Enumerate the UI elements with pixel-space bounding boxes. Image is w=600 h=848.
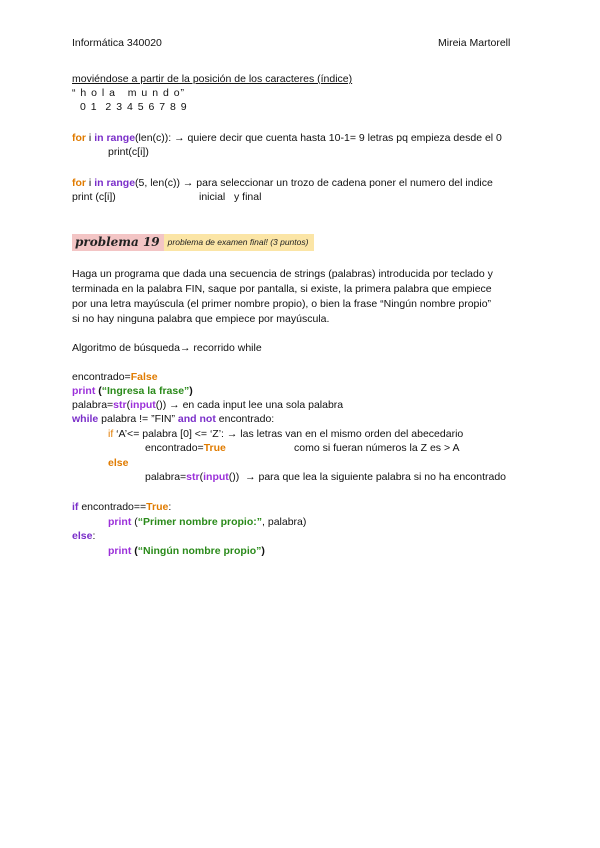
code-text: ( bbox=[199, 471, 204, 483]
string-chars: “ h o l a m u n d o” bbox=[72, 87, 186, 99]
for2-print: print (c[i]) bbox=[72, 191, 116, 203]
code-line-4 bbox=[72, 413, 274, 425]
code-text: , palabra) bbox=[262, 516, 307, 528]
function-input: input bbox=[203, 471, 229, 483]
code-text: palabra= bbox=[145, 471, 187, 483]
keyword-true: True bbox=[203, 442, 226, 454]
code-text: encontrado= bbox=[72, 371, 131, 383]
problem-text-line: por una letra mayúscula (el primer nombre propio), o bien la frase “Ningún nombre propio” bbox=[72, 298, 492, 310]
keyword-in: in bbox=[94, 132, 104, 144]
keyword-false: False bbox=[130, 371, 158, 383]
keyword-else: else bbox=[72, 530, 93, 542]
code-line-2 bbox=[72, 385, 193, 397]
code-line-6-note: como si fueran números la Z es > A bbox=[294, 442, 460, 454]
code-line-6 bbox=[145, 442, 226, 454]
code-text: palabra= bbox=[72, 399, 114, 411]
code-text: encontrado: bbox=[215, 413, 275, 425]
code-line-9 bbox=[72, 501, 171, 513]
function-range: range bbox=[106, 132, 136, 144]
string-literal: “Ningún nombre propio” bbox=[137, 545, 262, 557]
code-text: ( bbox=[126, 399, 131, 411]
code-line-1 bbox=[72, 371, 158, 383]
loop-var: i bbox=[88, 132, 92, 144]
code-text: ( bbox=[95, 385, 102, 397]
code-text: ( bbox=[131, 516, 138, 528]
function-input: input bbox=[130, 399, 156, 411]
problem-text-line: si no hay ninguna palabra que empiece por mayúscula. bbox=[72, 313, 330, 325]
code-text: ) bbox=[189, 385, 193, 397]
section-title-index: moviéndose a partir de la posición de los caracteres (índice) bbox=[72, 73, 353, 85]
problem-label: problema 19 bbox=[72, 234, 164, 251]
code-text: ( bbox=[131, 545, 138, 557]
code-line-8 bbox=[145, 471, 506, 483]
keyword-if: if bbox=[108, 428, 114, 440]
code-line-11 bbox=[72, 530, 95, 542]
for-range-explanation: (len(c)): → quiere decir que cuenta hasta 10-1= 9 letras pq empieza desde el 0 bbox=[135, 132, 502, 144]
keyword-else: else bbox=[108, 457, 129, 469]
code-text: : bbox=[92, 530, 96, 542]
code-text: palabra != ”FIN” bbox=[98, 413, 178, 425]
keyword-true: True bbox=[146, 501, 169, 513]
code-line-12 bbox=[108, 545, 265, 557]
for-body-print: print(c[i]) bbox=[108, 146, 149, 158]
code-text: ) bbox=[261, 545, 265, 557]
function-print: print bbox=[108, 516, 132, 528]
algorithm-note: Algoritmo de búsqueda→ recorrido while bbox=[72, 342, 262, 354]
code-line-3 bbox=[72, 399, 343, 411]
code-line-10 bbox=[108, 516, 306, 528]
code-comment: ()) → para que lea la siguiente palabra si no ha encontrado bbox=[228, 471, 507, 483]
header-author: Mireia Martorell bbox=[438, 37, 511, 49]
for2-note: inicial y final bbox=[199, 191, 262, 203]
function-str: str bbox=[186, 471, 200, 483]
code-comment: ‘A’<= palabra [0] <= ‘Z’: → las letras van en el mismo orden del abecedario bbox=[113, 428, 464, 440]
problem-note: problema de examen final! (3 puntos) bbox=[164, 234, 315, 251]
function-print: print bbox=[108, 545, 132, 557]
keyword-for: for bbox=[72, 177, 86, 189]
string-literal: “Primer nombre propio:” bbox=[137, 516, 263, 528]
code-line-5 bbox=[108, 428, 463, 440]
loop-var: i bbox=[88, 177, 92, 189]
function-range: range bbox=[106, 177, 136, 189]
code-comment: ()) → en cada input lee una sola palabra bbox=[155, 399, 344, 411]
keyword-and-not: and not bbox=[177, 413, 216, 425]
keyword-while: while bbox=[72, 413, 99, 425]
for-slice-explanation: (5, len(c)) → para seleccionar un trozo de cadena poner el numero del indice bbox=[135, 177, 493, 189]
for-range-len-line bbox=[72, 132, 502, 144]
function-str: str bbox=[113, 399, 127, 411]
code-text: : bbox=[168, 501, 172, 513]
problem-tag bbox=[72, 234, 314, 251]
function-print: print bbox=[72, 385, 96, 397]
code-text: encontrado== bbox=[78, 501, 147, 513]
problem-text-line: terminada en la palabra FIN, saque por pantalla, si existe, la primera palabra que empiece bbox=[72, 283, 492, 295]
header-course: Informática 340020 bbox=[72, 37, 162, 49]
for-range-slice-line bbox=[72, 177, 493, 189]
keyword-in: in bbox=[94, 177, 104, 189]
string-indices: 0 1 2 3 4 5 6 7 8 9 bbox=[80, 101, 188, 113]
problem-text-line: Haga un programa que dada una secuencia de strings (palabras) introducida por teclado y bbox=[72, 268, 493, 280]
keyword-if: if bbox=[72, 501, 79, 513]
keyword-for: for bbox=[72, 132, 86, 144]
string-literal: “Ingresa la frase” bbox=[101, 385, 190, 397]
code-text: encontrado= bbox=[145, 442, 204, 454]
